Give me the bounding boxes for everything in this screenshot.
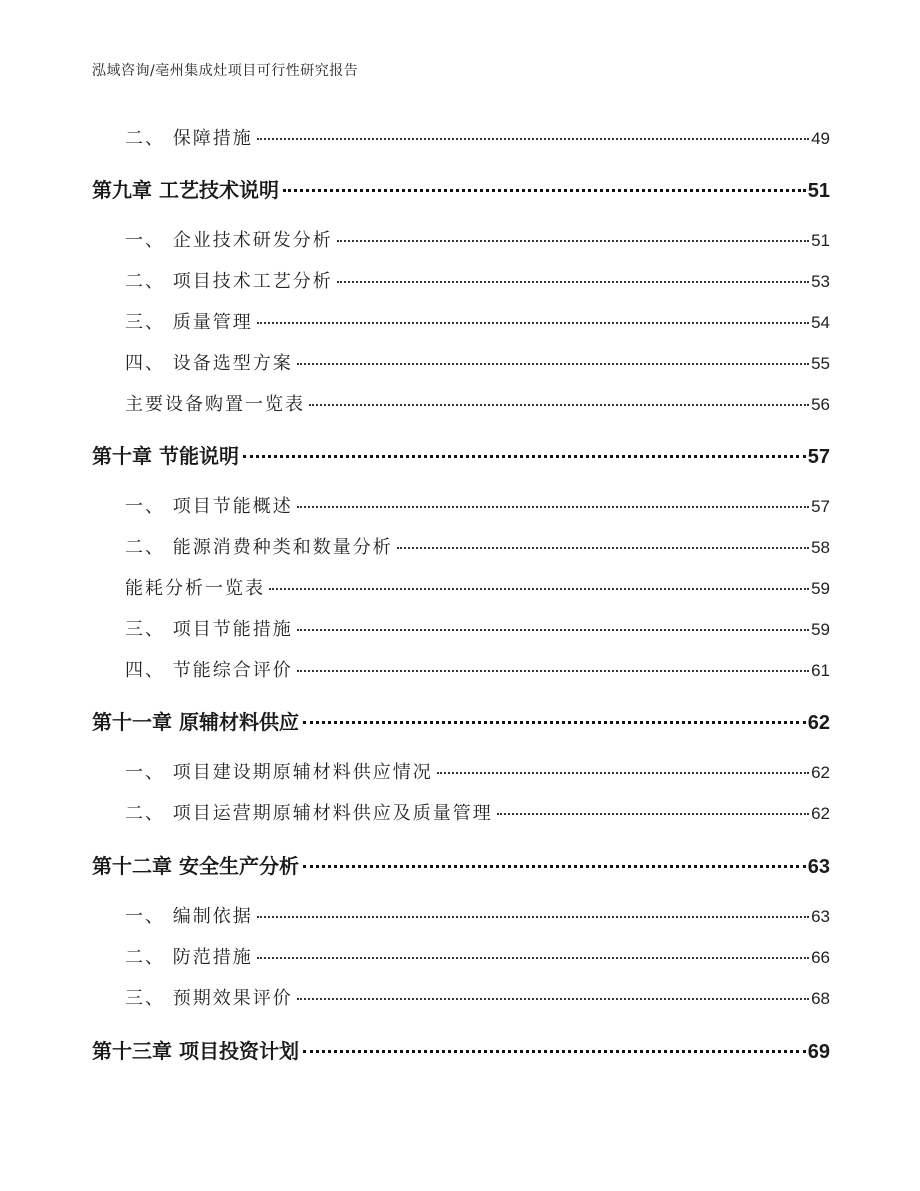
toc-entry[interactable] — [125, 656, 830, 682]
toc-entry-page: 62 — [811, 763, 830, 782]
toc-entry-page: 58 — [811, 538, 830, 557]
toc-chapter[interactable] — [92, 174, 830, 203]
toc-entry-page: 61 — [811, 661, 830, 680]
toc-entry-label: 二、 防范措施 — [125, 947, 253, 968]
toc-entry[interactable] — [125, 943, 830, 969]
dot-leader — [297, 506, 809, 508]
toc-entry-label: 二、 能源消费种类和数量分析 — [125, 537, 393, 558]
toc-chapter-page: 63 — [807, 856, 830, 878]
toc-entry-page: 49 — [811, 129, 830, 148]
dot-leader — [337, 281, 809, 283]
dot-leader — [257, 957, 809, 959]
dot-leader — [297, 629, 809, 631]
toc-entry-label: 三、 质量管理 — [125, 312, 253, 333]
toc-entry[interactable] — [125, 574, 830, 600]
dot-leader — [303, 1050, 806, 1053]
toc-entry-label: 三、 项目节能措施 — [125, 619, 293, 640]
toc-entry-label: 一、 项目建设期原辅材料供应情况 — [125, 762, 433, 783]
toc-entry-label: 二、 项目技术工艺分析 — [125, 271, 333, 292]
toc-chapter-label: 第十三章 项目投资计划 — [92, 1039, 299, 1063]
dot-leader — [303, 721, 806, 724]
toc-entry-page: 63 — [811, 907, 830, 926]
toc-entry[interactable] — [125, 308, 830, 334]
toc-entry-label: 四、 设备选型方案 — [125, 353, 293, 374]
toc-entry-label: 二、 保障措施 — [125, 128, 253, 149]
dot-leader — [337, 240, 809, 242]
toc-chapter-page: 62 — [807, 712, 830, 734]
toc-chapter-label: 第十二章 安全生产分析 — [92, 854, 299, 878]
dot-leader — [297, 363, 809, 365]
toc-entry-label: 四、 节能综合评价 — [125, 660, 293, 681]
toc-chapter[interactable] — [92, 850, 830, 879]
toc-entry-page: 62 — [811, 804, 830, 823]
dot-leader — [309, 404, 809, 406]
toc-chapter-page: 57 — [807, 446, 830, 468]
toc-entry[interactable] — [125, 799, 830, 825]
dot-leader — [257, 322, 809, 324]
toc-entry[interactable] — [125, 984, 830, 1010]
toc-entry[interactable] — [125, 758, 830, 784]
toc-entry[interactable] — [125, 267, 830, 293]
running-header: 泓域咨询/亳州集成灶项目可行性研究报告 — [92, 63, 359, 79]
toc-chapter-page: 69 — [807, 1041, 830, 1063]
toc-entry-page: 53 — [811, 272, 830, 291]
toc-chapter-page: 51 — [807, 180, 830, 202]
toc-chapter[interactable] — [92, 440, 830, 469]
dot-leader — [243, 455, 806, 458]
toc-entry-label: 能耗分析一览表 — [125, 578, 265, 599]
toc-entry[interactable] — [125, 390, 830, 416]
toc-entry-page: 57 — [811, 497, 830, 516]
toc-entry-page: 59 — [811, 579, 830, 598]
toc-entry-page: 54 — [811, 313, 830, 332]
toc-entry-label: 一、 项目节能概述 — [125, 496, 293, 517]
toc-chapter-label: 第十章 节能说明 — [92, 444, 239, 468]
toc-entry-page: 59 — [811, 620, 830, 639]
dot-leader — [257, 138, 809, 140]
toc-entry[interactable] — [125, 902, 830, 928]
toc-chapter-label: 第十一章 原辅材料供应 — [92, 710, 299, 734]
dot-leader — [257, 916, 809, 918]
dot-leader — [297, 670, 809, 672]
toc-entry-label: 一、 编制依据 — [125, 906, 253, 927]
toc-entry-label: 三、 预期效果评价 — [125, 988, 293, 1009]
toc-entry-page: 55 — [811, 354, 830, 373]
toc-chapter[interactable] — [92, 706, 830, 735]
toc-chapter-label: 第九章 工艺技术说明 — [92, 178, 279, 202]
toc-entry-page: 56 — [811, 395, 830, 414]
toc-entry-page: 68 — [811, 989, 830, 1008]
toc-entry-label: 主要设备购置一览表 — [125, 394, 305, 415]
dot-leader — [397, 547, 809, 549]
toc-entry-label: 一、 企业技术研发分析 — [125, 230, 333, 251]
dot-leader — [269, 588, 809, 590]
toc-entry-label: 二、 项目运营期原辅材料供应及质量管理 — [125, 803, 493, 824]
dot-leader — [437, 772, 809, 774]
dot-leader — [303, 865, 806, 868]
toc-entry[interactable] — [125, 615, 830, 641]
toc-entry[interactable] — [125, 124, 830, 150]
dot-leader — [283, 189, 806, 192]
dot-leader — [497, 813, 809, 815]
toc-entry[interactable] — [125, 492, 830, 518]
toc-entry-page: 51 — [811, 231, 830, 250]
dot-leader — [297, 998, 809, 1000]
toc-entry[interactable] — [125, 349, 830, 375]
toc-entry[interactable] — [125, 226, 830, 252]
toc-chapter[interactable] — [92, 1035, 830, 1064]
toc-entry[interactable] — [125, 533, 830, 559]
toc-entry-page: 66 — [811, 948, 830, 967]
